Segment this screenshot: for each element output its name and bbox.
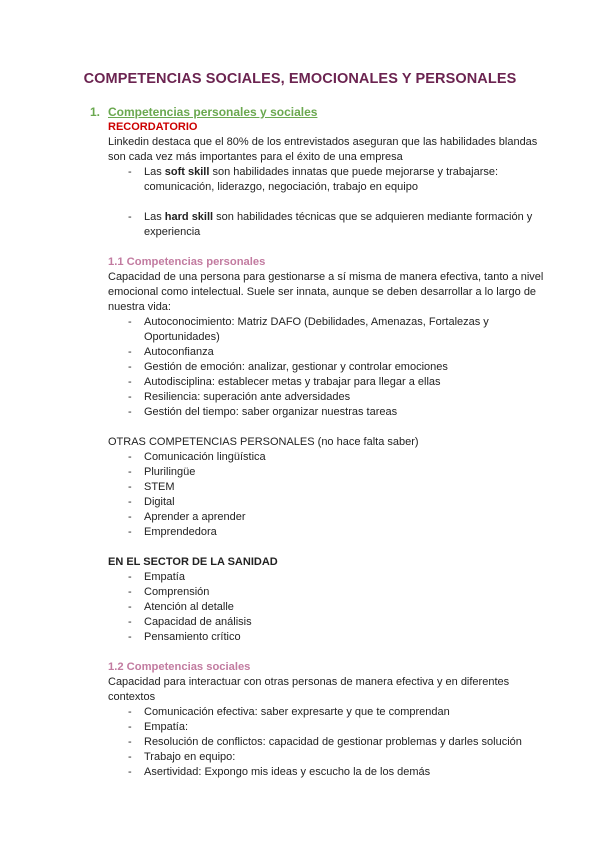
other-competencies-heading: OTRAS COMPETENCIAS PERSONALES (no hace falta saber) (108, 436, 419, 448)
list-item: - Atención al detalle (108, 600, 548, 615)
list-item: - Gestión de emoción: analizar, gestionar y controlar emociones (108, 360, 548, 375)
document-body (108, 120, 548, 780)
subsection-heading-personal: 1.1 Competencias personales (108, 256, 266, 268)
other-competencies-list (108, 450, 548, 540)
list-item: - Emprendedora (108, 525, 548, 540)
list-item: - Aprender a aprender (108, 510, 548, 525)
health-competencies-list (108, 570, 548, 645)
list-item: - Resolución de conflictos: capacidad de gestionar problemas y darles solución (108, 735, 548, 750)
list-item: - STEM (108, 480, 548, 495)
list-item: - Plurilingüe (108, 465, 548, 480)
section-number: 1. (90, 105, 101, 119)
list-item: - Comunicación efectiva: saber expresarte y que te comprendan (108, 705, 548, 720)
personal-competencies-list (108, 315, 548, 420)
section-title: Competencias personales y sociales (108, 105, 318, 119)
hard-skill-item: - Las hard skill son habilidades técnicas que se adquieren mediante formación y experiencia (108, 210, 548, 240)
list-item: - Autoconocimiento: Matriz DAFO (Debilidades, Amenazas, Fortalezas y Oportunidades) (108, 315, 548, 345)
list-item: - Autoconfianza (108, 345, 548, 360)
list-item: - Digital (108, 495, 548, 510)
list-item: - Comunicación lingüística (108, 450, 548, 465)
skills-list (108, 165, 548, 195)
health-sector-heading: EN EL SECTOR DE LA SANIDAD (108, 556, 278, 568)
list-item: - Capacidad de análisis (108, 615, 548, 630)
list-item: - Empatía: (108, 720, 548, 735)
list-item: - Resiliencia: superación ante adversidades (108, 390, 548, 405)
list-item: - Asertividad: Expongo mis ideas y escucho la de los demás (108, 765, 548, 780)
soft-skill-item: - Las soft skill son habilidades innatas que puede mejorarse y trabajarse: comunicación, liderazgo, negociación, trabajo en equipo (108, 165, 548, 195)
personal-description: Capacidad de una persona para gestionarse a sí misma de manera efectiva, tanto a nivel emocional como intelectual. Suele ser innata, aunque se deben desarrollar a lo largo de nuestra vida: (108, 271, 544, 313)
social-description: Capacidad para interactuar con otras personas de manera efectiva y en diferentes contextos (108, 676, 510, 703)
social-competencies-list (108, 705, 548, 780)
soft-skill-term: soft skill (164, 166, 210, 178)
page-title: COMPETENCIAS SOCIALES, EMOCIONALES Y PERSONALES (83, 71, 517, 87)
list-item: - Gestión del tiempo: saber organizar nuestras tareas (108, 405, 548, 420)
list-item: - Comprensión (108, 585, 548, 600)
list-item: - Pensamiento crítico (108, 630, 548, 645)
list-item: - Trabajo en equipo: (108, 750, 548, 765)
reminder-label: RECORDATORIO (108, 121, 198, 133)
subsection-heading-social: 1.2 Competencias sociales (108, 661, 251, 673)
list-item: - Autodisciplina: establecer metas y trabajar para llegar a ellas (108, 375, 548, 390)
section-heading (90, 105, 317, 119)
skills-list-2 (108, 210, 548, 240)
list-item: - Empatía (108, 570, 548, 585)
intro-paragraph: Linkedin destaca que el 80% de los entrevistados aseguran que las habilidades blandas son cada vez más importantes para el éxito de una empresa (108, 136, 538, 163)
hard-skill-term: hard skill (164, 211, 214, 223)
